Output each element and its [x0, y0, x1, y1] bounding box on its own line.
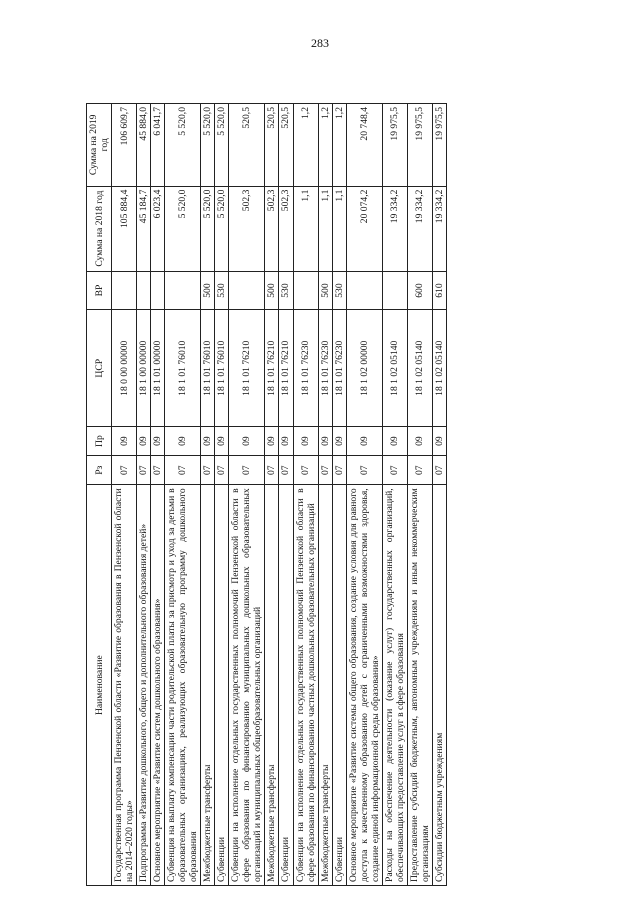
row-sum-2018: 19 334,2	[432, 186, 446, 271]
row-sum-2018: 105 884,4	[112, 186, 137, 271]
row-sum-2019: 19 975,5	[432, 104, 446, 187]
row-csr: 18 1 01 76210	[279, 310, 293, 427]
row-rz: 07	[137, 456, 151, 485]
row-rz: 07	[407, 456, 432, 485]
row-vr	[229, 271, 265, 310]
row-name: Предоставление субсидий бюджетным, автономным учреждениям и иным некоммерческим организациям	[407, 485, 432, 886]
header-sum-2018: Сумма на 2018 год	[87, 186, 112, 271]
row-csr: 18 1 02 00000	[346, 310, 382, 427]
row-sum-2019: 520,5	[279, 104, 293, 187]
row-csr: 18 1 01 76230	[293, 310, 318, 427]
row-sum-2018: 502,3	[265, 186, 279, 271]
row-name: Субвенции	[215, 485, 229, 886]
row-sum-2019: 5 520,0	[165, 104, 201, 187]
row-sum-2019: 520,5	[265, 104, 279, 187]
row-sum-2019: 5 520,0	[201, 104, 215, 187]
row-pr: 09	[151, 427, 165, 456]
row-pr: 09	[112, 427, 137, 456]
row-name: Межбюджетные трансферты	[265, 485, 279, 886]
table-row	[407, 104, 432, 886]
row-vr: 530	[279, 271, 293, 310]
row-pr: 09	[137, 427, 151, 456]
row-rz: 07	[151, 456, 165, 485]
row-sum-2018: 502,3	[229, 186, 265, 271]
table-row	[165, 104, 201, 886]
row-name: Субвенции на исполнение отдельных государственных полномочий Пензенской области в сфере образования по финансированию муниципальных дошкольных образовательных организаций и муниципальных общеобразовательных организаций	[229, 485, 265, 886]
row-sum-2019: 1,2	[293, 104, 318, 187]
row-pr: 09	[229, 427, 265, 456]
row-csr: 18 1 02 05140	[382, 310, 407, 427]
row-vr: 530	[332, 271, 346, 310]
row-pr: 09	[407, 427, 432, 456]
row-csr: 18 1 01 00000	[151, 310, 165, 427]
row-rz: 07	[279, 456, 293, 485]
row-csr: 18 1 02 05140	[432, 310, 446, 427]
row-rz: 07	[293, 456, 318, 485]
row-vr	[112, 271, 137, 310]
table-row	[137, 104, 151, 886]
row-vr: 530	[215, 271, 229, 310]
row-name: Субвенции на исполнение отдельных государственных полномочий Пензенской области в сфере образования по финансированию частных дошкольных образовательных организаций	[293, 485, 318, 886]
row-rz: 07	[201, 456, 215, 485]
row-pr: 09	[265, 427, 279, 456]
row-sum-2018: 20 074,2	[346, 186, 382, 271]
row-name: Государственная программа Пензенской области «Развитие образования в Пензенской области на 2014–2020 годы»	[112, 485, 137, 886]
table-row	[265, 104, 279, 886]
row-sum-2019: 5 520,0	[215, 104, 229, 187]
row-pr: 09	[165, 427, 201, 456]
row-sum-2019: 20 748,4	[346, 104, 382, 187]
table-row	[151, 104, 165, 886]
row-name: Основное мероприятие «Развитие систем дошкольного образования»	[151, 485, 165, 886]
row-vr: 610	[432, 271, 446, 310]
row-csr: 18 1 01 76210	[265, 310, 279, 427]
row-sum-2018: 5 520,0	[165, 186, 201, 271]
row-vr: 500	[318, 271, 332, 310]
table-row	[229, 104, 265, 886]
row-pr: 09	[318, 427, 332, 456]
header-rz: Рз	[87, 456, 112, 485]
row-vr	[293, 271, 318, 310]
header-pr: Пр	[87, 427, 112, 456]
row-vr	[151, 271, 165, 310]
row-sum-2018: 1,1	[332, 186, 346, 271]
row-sum-2019: 19 975,5	[407, 104, 432, 187]
row-rz: 07	[432, 456, 446, 485]
row-sum-2018: 6 023,4	[151, 186, 165, 271]
table-row	[293, 104, 318, 886]
row-sum-2018: 1,1	[293, 186, 318, 271]
header-vr: ВР	[87, 271, 112, 310]
row-csr: 18 1 01 76010	[201, 310, 215, 427]
row-sum-2018: 45 184,7	[137, 186, 151, 271]
row-pr: 09	[201, 427, 215, 456]
row-name: Основное мероприятие «Развитие системы общего образования, создание условия для равного доступа к качественному образованию детей с ограниченными возможностями здоровья, создание единой информационной среды образования»	[346, 485, 382, 886]
row-name: Субвенции	[279, 485, 293, 886]
row-vr: 500	[201, 271, 215, 310]
row-rz: 07	[382, 456, 407, 485]
row-csr: 18 1 00 00000	[137, 310, 151, 427]
row-sum-2018: 19 334,2	[407, 186, 432, 271]
row-sum-2018: 502,3	[279, 186, 293, 271]
table-row	[432, 104, 446, 886]
row-vr	[346, 271, 382, 310]
row-vr	[382, 271, 407, 310]
table-row	[215, 104, 229, 886]
row-sum-2018: 5 520,0	[215, 186, 229, 271]
row-name: Подпрограмма «Развитие дошкольного, общего и дополнительного образования детей»	[137, 485, 151, 886]
table-row	[346, 104, 382, 886]
row-name: Расходы на обеспечение деятельности (оказание услуг) государственных организаций, обеспечивающих предоставление услуг в сфере образования	[382, 485, 407, 886]
row-name: Субвенции	[332, 485, 346, 886]
page-number: 283	[311, 36, 329, 50]
row-sum-2019: 1,2	[318, 104, 332, 187]
row-csr: 18 1 02 05140	[407, 310, 432, 427]
row-pr: 09	[346, 427, 382, 456]
row-csr: 18 1 01 76010	[165, 310, 201, 427]
row-vr	[137, 271, 151, 310]
row-pr: 09	[279, 427, 293, 456]
row-rz: 07	[112, 456, 137, 485]
row-sum-2019: 106 609,7	[112, 104, 137, 187]
row-rz: 07	[318, 456, 332, 485]
row-csr: 18 1 01 76010	[215, 310, 229, 427]
row-pr: 09	[293, 427, 318, 456]
table-row	[201, 104, 215, 886]
budget-table	[86, 103, 447, 886]
table-header-row	[87, 104, 112, 886]
row-sum-2019: 520,5	[229, 104, 265, 187]
row-sum-2019: 19 975,5	[382, 104, 407, 187]
row-rz: 07	[332, 456, 346, 485]
row-name: Субсидии бюджетным учреждениям	[432, 485, 446, 886]
row-vr	[165, 271, 201, 310]
row-pr: 09	[432, 427, 446, 456]
table-row	[332, 104, 346, 886]
table-row	[112, 104, 137, 886]
row-rz: 07	[165, 456, 201, 485]
row-csr: 18 1 01 76230	[332, 310, 346, 427]
row-csr: 18 1 01 76210	[229, 310, 265, 427]
row-sum-2019: 1,2	[332, 104, 346, 187]
row-rz: 07	[265, 456, 279, 485]
row-csr: 18 1 01 76230	[318, 310, 332, 427]
table-row	[318, 104, 332, 886]
row-csr: 18 0 00 00000	[112, 310, 137, 427]
row-vr: 600	[407, 271, 432, 310]
row-sum-2018: 5 520,0	[201, 186, 215, 271]
row-sum-2019: 45 884,0	[137, 104, 151, 187]
row-pr: 09	[215, 427, 229, 456]
rotated-table-container	[86, 103, 566, 886]
table-row	[382, 104, 407, 886]
row-name: Субвенция на выплату компенсации части родительской платы за присмотр и уход за детьми в образовательных организациях, реализующих образовательную программу дошкольного образования	[165, 485, 201, 886]
row-sum-2019: 6 041,7	[151, 104, 165, 187]
row-sum-2018: 19 334,2	[382, 186, 407, 271]
row-name: Межбюджетные трансферты	[201, 485, 215, 886]
header-sum-2019: Сумма на 2019 год	[87, 104, 112, 187]
row-pr: 09	[382, 427, 407, 456]
table-row	[279, 104, 293, 886]
row-vr: 500	[265, 271, 279, 310]
row-name: Межбюджетные трансферты	[318, 485, 332, 886]
row-pr: 09	[332, 427, 346, 456]
row-sum-2018: 1,1	[318, 186, 332, 271]
header-csr: ЦСР	[87, 310, 112, 427]
header-name: Наименование	[87, 485, 112, 886]
row-rz: 07	[215, 456, 229, 485]
row-rz: 07	[346, 456, 382, 485]
row-rz: 07	[229, 456, 265, 485]
